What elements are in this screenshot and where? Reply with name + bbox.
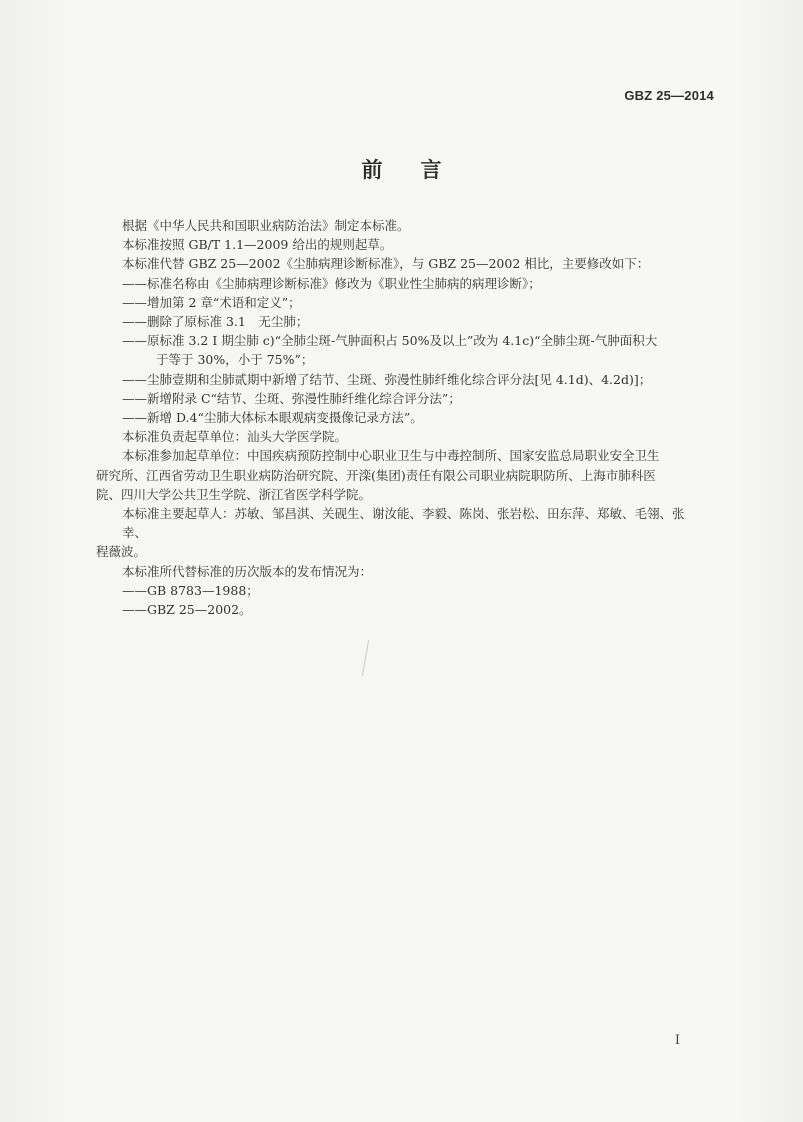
change-item: ——原标准 3.2 Ⅰ 期尘肺 c)“全肺尘斑-气肿面积占 50%及以上”改为 4.1c)“全肺尘斑-气肿面积大 — [122, 333, 658, 349]
paragraph-participating-units: 本标准参加起草单位：中国疾病预防控制中心职业卫生与中毒控制所、国家安监总局职业安全卫生 — [122, 448, 660, 464]
paragraph-participating-units-cont: 院、四川大学公共卫生学院、浙江省医学科学院。 — [96, 486, 372, 502]
change-item: ——新增 D.4“尘肺大体标本眼观病变摄像记录方法”。 — [122, 410, 423, 426]
paragraph-replacement: 本标准代替 GBZ 25—2002《尘肺病理诊断标准》，与 GBZ 25—2002 相比，主要修改如下： — [122, 256, 650, 272]
change-item: ——删除了原标准 3.1 无尘肺； — [122, 314, 309, 330]
history-item: ——GBZ 25—2002。 — [122, 602, 252, 618]
paragraph-main-drafters-cont: 程薇波。 — [96, 544, 147, 560]
change-item: ——新增附录 C“结节、尘斑、弥漫性肺纤维化综合评分法”； — [122, 390, 461, 406]
paragraph-history: 本标准所代替标准的历次版本的发布情况为： — [122, 563, 373, 579]
paragraph-drafting-rules: 本标准按照 GB/T 1.1—2009 给出的规则起草。 — [122, 237, 393, 253]
paragraph-participating-units-cont: 研究所、江西省劳动卫生职业病防治研究院、开滦(集团)责任有限公司职业病院职防所、上海市肺科医 — [96, 467, 656, 483]
change-item: ——增加第 2 章“术语和定义”； — [122, 294, 301, 310]
change-item: ——尘肺壹期和尘肺贰期中新增了结节、尘斑、弥漫性肺纤维化综合评分法[见 4.1d)、4.2d)]； — [122, 371, 652, 387]
page-title: 前言 — [361, 158, 480, 182]
foreword-body — [96, 216, 685, 619]
standard-code: GBZ 25—2014 — [624, 88, 714, 103]
paragraph-main-drafters: 本标准主要起草人：苏敏、邹昌淇、关砚生、谢汝能、李毅、陈岗、张岩松、田东萍、郑敏、毛翎、张幸、 — [122, 506, 685, 541]
paragraph-lead-drafter: 本标准负责起草单位：汕头大学医学院。 — [122, 429, 348, 445]
history-item: ——GB 8783—1988； — [122, 582, 259, 598]
paragraph-law: 根据《中华人民共和国职业病防治法》制定本标准。 — [122, 218, 410, 233]
change-item-continuation: 于等于 30%，小于 75%”； — [156, 352, 314, 368]
page-number: I — [674, 1033, 680, 1048]
scan-mark — [362, 640, 369, 676]
change-item: ——标准名称由《尘肺病理诊断标准》修改为《职业性尘肺病的病理诊断》； — [122, 275, 541, 291]
